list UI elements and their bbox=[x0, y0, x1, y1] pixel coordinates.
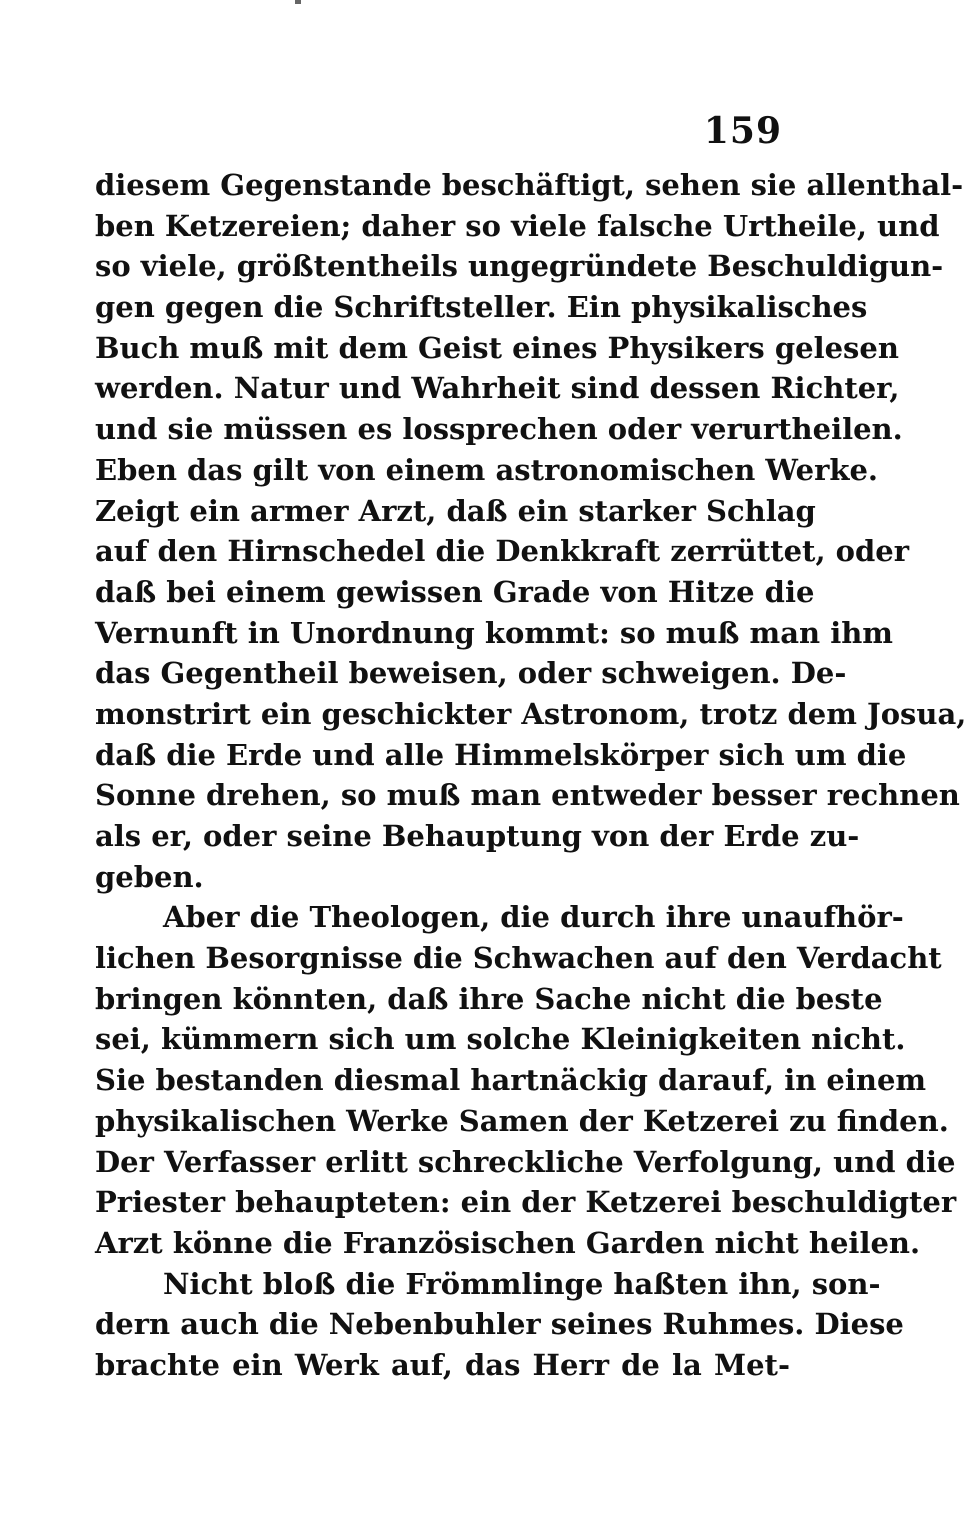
body-text bbox=[95, 165, 966, 1386]
text-line: gen gegen die Schriftsteller. Ein physikalisches bbox=[95, 290, 868, 325]
page-number: 159 bbox=[703, 110, 782, 152]
text-line: daß bei einem gewissen Grade von Hitze die bbox=[95, 574, 815, 609]
text-line: Vernunft in Unordnung kommt: so muß man ihm bbox=[95, 615, 893, 650]
text-line: diesem Gegenstande beschäftigt, sehen sie allenthal- bbox=[95, 168, 964, 202]
text-line: Arzt könne die Französischen Garden nicht heilen. bbox=[95, 1225, 921, 1260]
text-line: und sie müssen es lossprechen oder verurtheilen. bbox=[95, 412, 903, 447]
text-line: Zeigt ein armer Arzt, daß ein starker Schlag bbox=[95, 493, 816, 528]
text-line: auf den Hirnschedel die Denkkraft zerrüttet, oder bbox=[95, 534, 909, 569]
text-line: brachte ein Werk auf, das Herr de la Met- bbox=[95, 1347, 790, 1382]
text-line: Eben das gilt von einem astronomischen Werke. bbox=[95, 452, 878, 487]
text-line: ben Ketzereien; daher so viele falsche Urtheile, und bbox=[95, 208, 940, 243]
paragraph-start-line: Nicht bloß die Frömmlinge haßten ihn, son- bbox=[163, 1266, 881, 1301]
text-line: Sie bestanden diesmal hartnäckig darauf, in einem bbox=[95, 1063, 927, 1098]
text-line: lichen Besorgnisse die Schwachen auf den Verdacht bbox=[95, 941, 942, 976]
text-line: physikalischen Werke Samen der Ketzerei zu finden. bbox=[95, 1103, 949, 1138]
text-line: werden. Natur und Wahrheit sind dessen Richter, bbox=[95, 371, 900, 406]
text-line: Der Verfasser erlitt schreckliche Verfolgung, und die bbox=[95, 1144, 956, 1179]
text-line: sei, kümmern sich um solche Kleinigkeiten nicht. bbox=[95, 1022, 906, 1057]
text-line: Priester behaupteten: ein der Ketzerei beschuldigter bbox=[95, 1185, 957, 1220]
paragraph-start-line: Aber die Theologen, die durch ihre unaufhör- bbox=[163, 900, 904, 935]
text-line: Buch muß mit dem Geist eines Physikers gelesen bbox=[95, 330, 899, 365]
text-line: bringen könnten, daß ihre Sache nicht die beste bbox=[95, 981, 883, 1016]
text-line: daß die Erde und alle Himmelskörper sich um die bbox=[95, 737, 907, 772]
text-line: monstrirt ein geschickter Astronom, trotz dem Josua, bbox=[95, 696, 966, 731]
text-line: Sonne drehen, so muß man entweder besser rechnen bbox=[95, 778, 960, 813]
text-line: als er, oder seine Behauptung von der Erde zu- bbox=[95, 819, 860, 853]
text-line: dern auch die Nebenbuhler seines Ruhmes. Diese bbox=[95, 1307, 904, 1342]
text-line: das Gegentheil beweisen, oder schweigen. De- bbox=[95, 656, 847, 691]
top-edge-mark bbox=[295, 0, 301, 4]
text-line: so viele, größtentheils ungegründete Beschuldigun- bbox=[95, 249, 944, 284]
text-line: geben. bbox=[95, 859, 204, 894]
